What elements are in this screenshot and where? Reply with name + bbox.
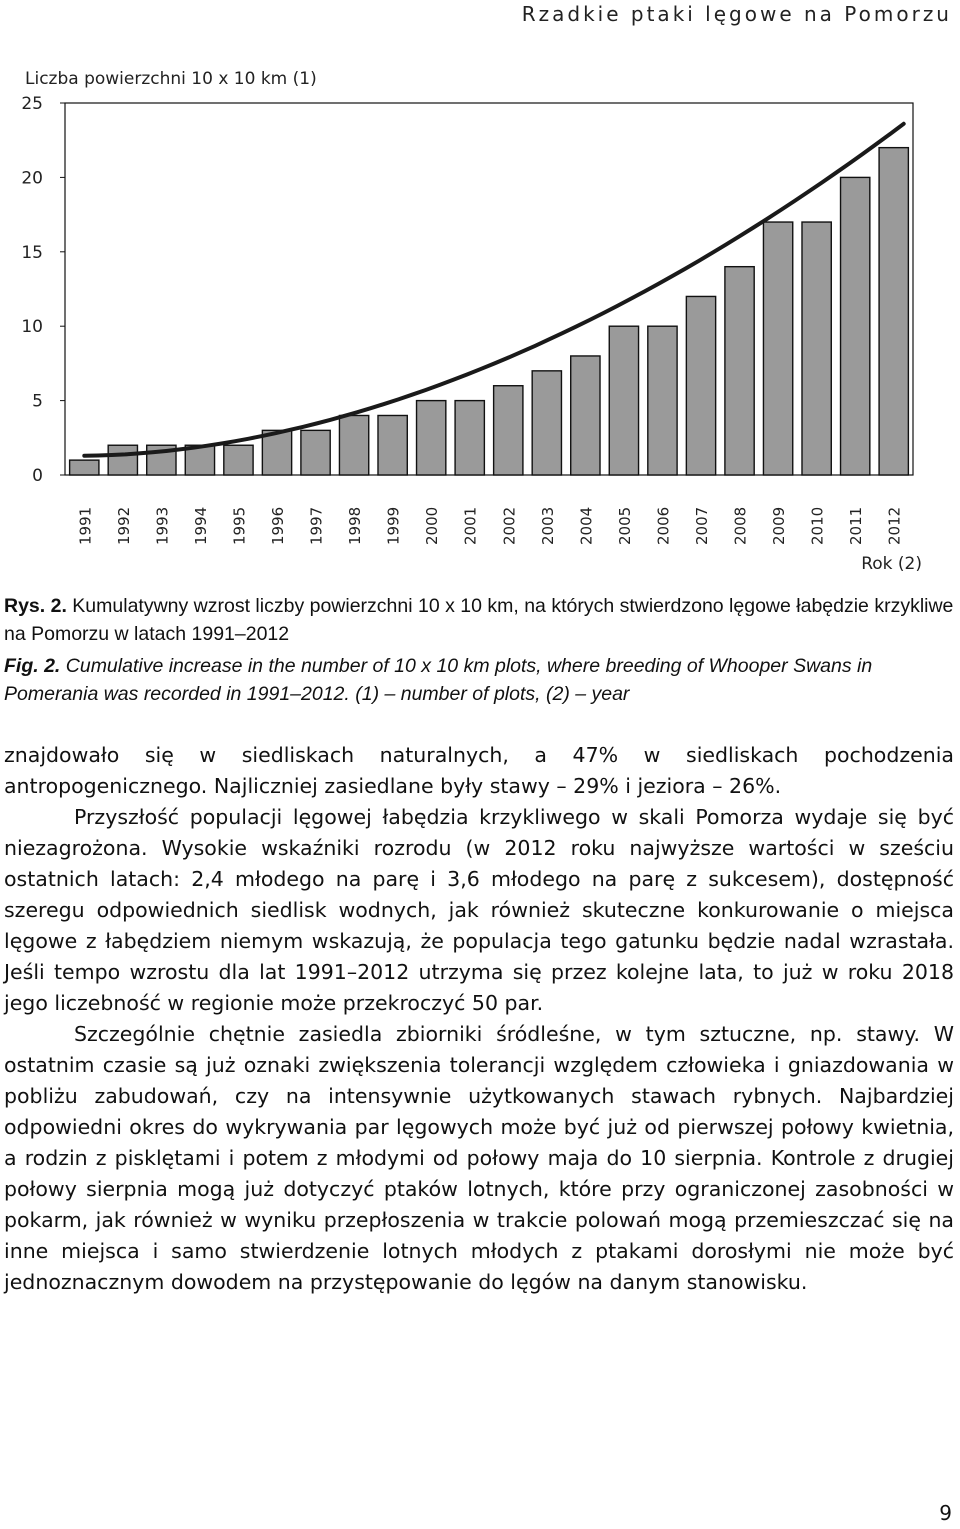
x-tick-label: 1992 bbox=[114, 506, 133, 545]
bar bbox=[455, 401, 484, 475]
bar bbox=[686, 296, 715, 475]
x-tick-label: 1997 bbox=[307, 506, 326, 545]
x-tick-label: 1996 bbox=[269, 506, 287, 545]
y-tick-label: 0 bbox=[32, 466, 43, 486]
running-head: Rzadkie ptaki lęgowe na Pomorzu bbox=[521, 2, 952, 26]
y-tick-label: 25 bbox=[21, 94, 43, 114]
bar bbox=[763, 222, 792, 475]
bar bbox=[70, 460, 99, 475]
caption-text-en: Cumulative increase in the number of 10 x 10 km plots, where breeding of Whooper Swans in Pomerania was recorded in 1991–2012. (1) – number of plots, (2) – year bbox=[4, 655, 873, 705]
x-tick-label: 2010 bbox=[808, 506, 827, 545]
x-tick-label: 2003 bbox=[538, 506, 557, 545]
x-tick-label: 1999 bbox=[384, 506, 403, 545]
x-tick-label: 2011 bbox=[847, 506, 866, 545]
caption-text-pl: Kumulatywny wzrost liczby powierzchni 10 x 10 km, na których stwierdzono lęgowe łabędzie krzykliwe na Pomorzu w latach 1991–2012 bbox=[4, 595, 954, 645]
x-tick-label: 1994 bbox=[191, 506, 210, 545]
paragraph: znajdowało się w siedliskach naturalnych, a 47% w siedliskach pochodzenia antropogenicznego. Najliczniej zasiedlane były stawy – 29% i jeziora – 26%. bbox=[4, 743, 954, 798]
x-tick-label: 1993 bbox=[153, 506, 172, 545]
x-tick-label: 2009 bbox=[770, 506, 789, 545]
y-axis-label: Liczba powierzchni 10 x 10 km (1) bbox=[25, 69, 317, 89]
bar bbox=[417, 401, 446, 475]
x-tick-label: 2007 bbox=[693, 506, 711, 545]
bar bbox=[648, 326, 677, 475]
bar bbox=[378, 415, 407, 475]
x-tick-label: 2008 bbox=[731, 506, 750, 545]
figure-caption-english bbox=[4, 652, 954, 708]
x-tick-label: 2001 bbox=[461, 506, 480, 545]
bar bbox=[494, 386, 523, 475]
bar bbox=[571, 356, 600, 475]
bar bbox=[301, 430, 330, 475]
body-text bbox=[4, 740, 954, 1298]
figure-caption-polish bbox=[4, 592, 954, 648]
x-tick-label: 2004 bbox=[577, 506, 596, 545]
bar bbox=[802, 222, 831, 475]
x-tick-label: 2005 bbox=[615, 506, 634, 545]
page-number: 9 bbox=[939, 1501, 952, 1525]
x-tick-label: 2000 bbox=[423, 506, 442, 545]
x-tick-label: 1995 bbox=[230, 506, 249, 545]
bar bbox=[224, 445, 253, 475]
x-tick-label: 1998 bbox=[346, 506, 365, 545]
paragraph: Przyszłość populacji lęgowej łabędzia krzykliwego w skali Pomorza wydaje się być niezagrożona. Wysokie wskaźniki rozrodu (w 2012 roku najwyższe wartości w sześciu ostatnich latach: 2,4 młodego na parę i 3,6 młodego na parę z sukcesem), dostępność szeregu odpowiednich siedlisk wodnych, jak również skuteczne konkurowanie o miejsca lęgowe z łabędziem niemym wskazują, że populacja tego gatunku będzie nadal wzrastała. Jeśli tempo wzrostu dla lat 1991–2012 utrzyma się przez kolejne lata, to już w roku 2018 jego liczebność w regionie może przekroczyć 50 par. bbox=[4, 805, 954, 1015]
bar bbox=[841, 177, 870, 475]
bar-chart bbox=[0, 58, 960, 578]
caption-label-en: Fig. 2. bbox=[4, 655, 61, 677]
x-tick-label: 2002 bbox=[500, 506, 519, 545]
y-tick-label: 20 bbox=[21, 168, 43, 189]
bar bbox=[879, 148, 908, 475]
x-axis-label: Rok (2) bbox=[861, 554, 922, 574]
bar bbox=[725, 267, 754, 475]
x-tick-label: 1991 bbox=[76, 506, 95, 545]
bar bbox=[532, 371, 561, 475]
caption-label-pl: Rys. 2. bbox=[4, 595, 67, 617]
y-tick-label: 5 bbox=[32, 391, 43, 412]
x-tick-label: 2006 bbox=[654, 506, 673, 545]
paragraph: Szczególnie chętnie zasiedla zbiorniki śródleśne, w tym sztuczne, np. stawy. W ostatnim czasie są już oznaki zwiększenia tolerancji względem człowieka i gniazdowania w pobliżu zabudowań, czy na intensywnie użytkowanych stawach rybnych. Najbardziej odpowiedni okres do wykrywania par lęgowych może być już od pierwszej połowy kwietnia, a rodzin z pisklętami i potem z młodymi od połowy maja do 10 sierpnia. Kontrole z drugiej połowy sierpnia mogą już dotyczyć ptaków lotnych, które przy ograniczonej zasobności w pokarm, jak również w wyniku przepłoszenia w trakcie polowań mogą przemieszczać się na inne miejsca i samo stwierdzenie lotnych młodych z ptakami dorosłymi nie może być jednoznacznym dowodem na przystępowanie do lęgów na danym stanowisku. bbox=[4, 1022, 954, 1294]
x-tick-label: 2012 bbox=[885, 506, 904, 545]
y-tick-label: 10 bbox=[21, 317, 43, 338]
bar bbox=[609, 326, 638, 475]
y-tick-label: 15 bbox=[21, 242, 43, 263]
bar bbox=[339, 415, 368, 475]
bar bbox=[108, 445, 137, 475]
